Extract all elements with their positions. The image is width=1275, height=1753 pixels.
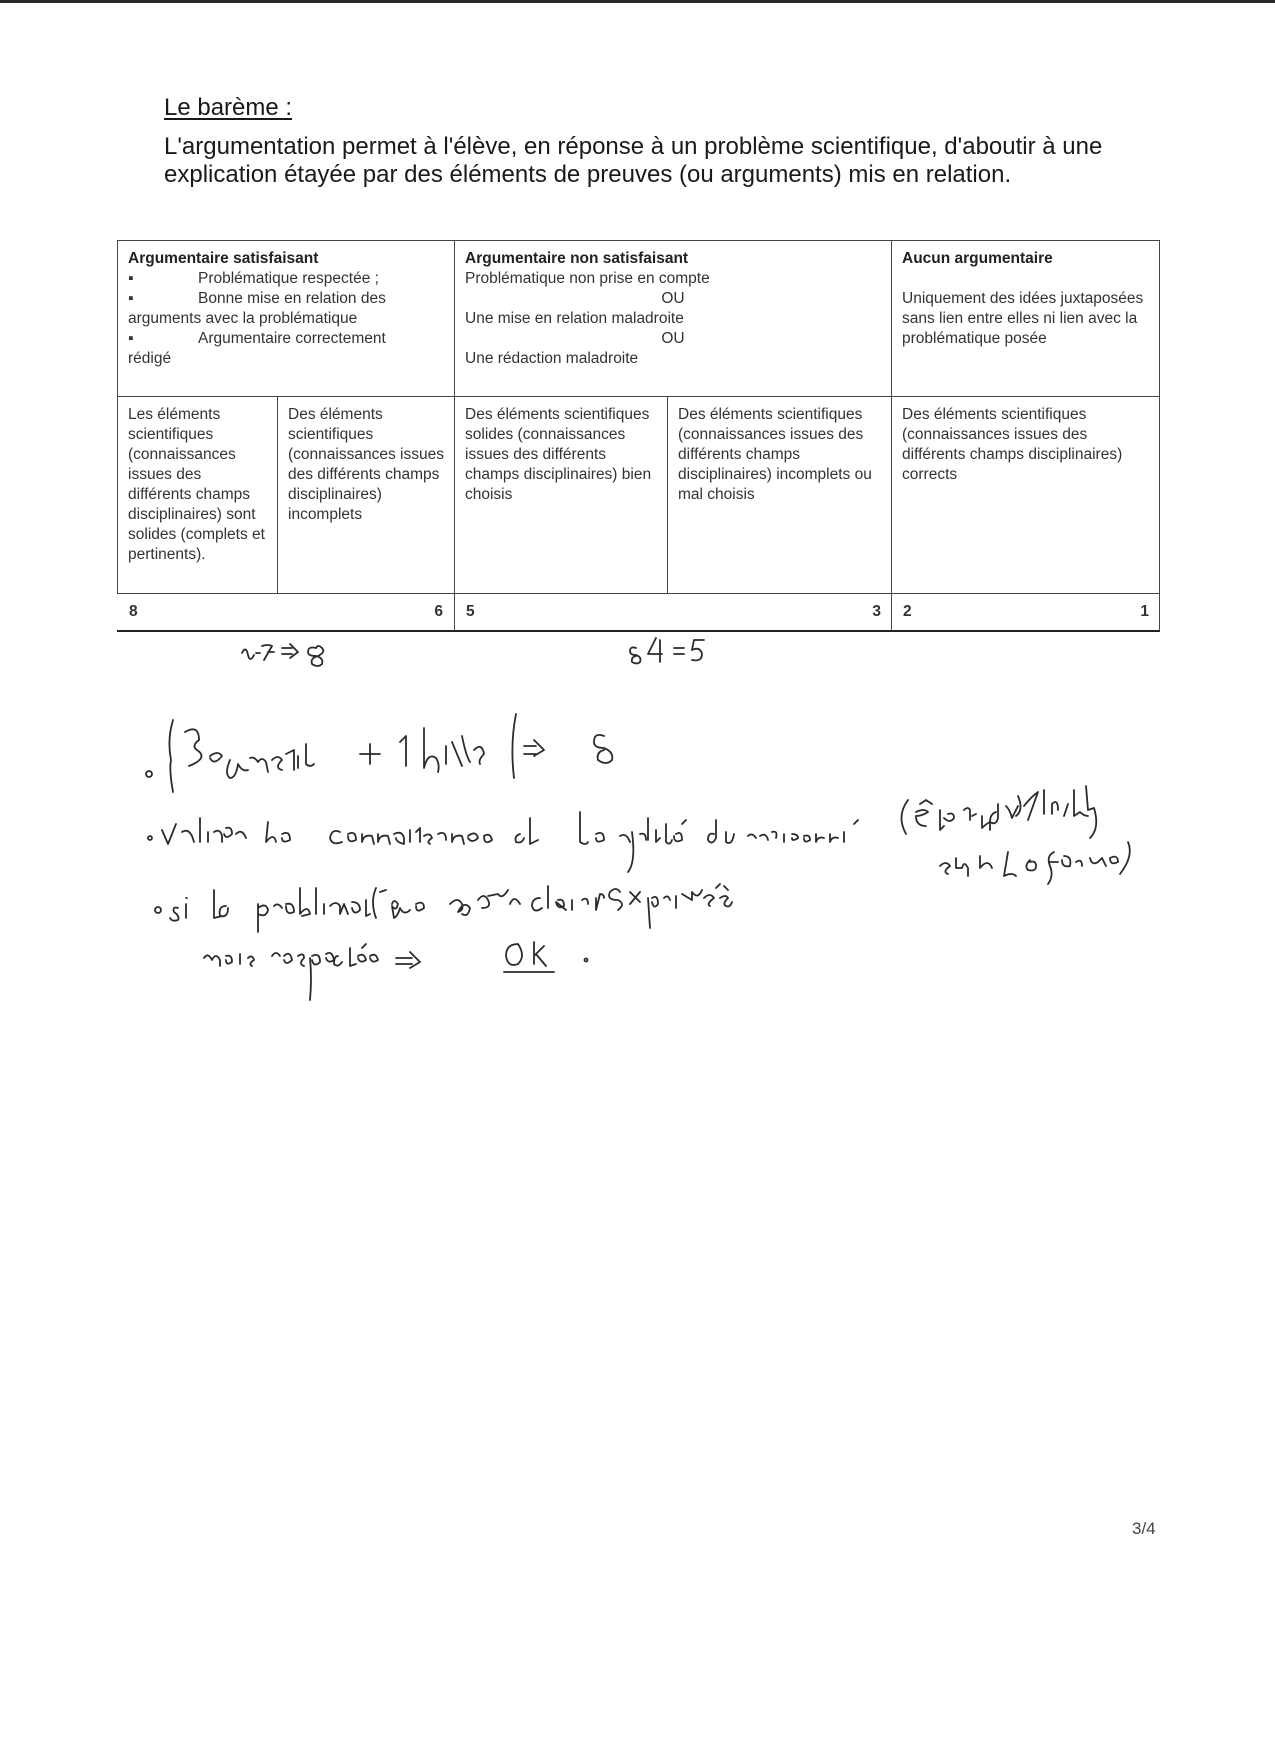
heading-satisfaisant: Argumentaire satisfaisant xyxy=(128,250,319,267)
sub-aucun-corrects: Des éléments scientifiques (connaissances issues des différents champs disciplinaires) corrects xyxy=(902,406,1123,483)
bullet-icon: ▪ xyxy=(128,330,134,347)
handwriting-line-4 xyxy=(204,942,588,1000)
score-5: 5 xyxy=(466,603,475,620)
score-6: 6 xyxy=(434,603,443,620)
page-number: 3/4 xyxy=(1132,1519,1156,1538)
criterion-1: ▪ Problématique respectée ; xyxy=(128,270,379,287)
aucun-desc: Uniquement des idées juxtaposées sans lien entre elles ni lien avec la problématique posée xyxy=(902,290,1144,347)
sub-non-satisfaisant-incomplets: Des éléments scientifiques (connaissances issues des différents champs disciplinaires) incomplets ou mal choisis xyxy=(678,406,872,503)
handwriting-line-3 xyxy=(155,884,732,932)
criterion-2-cont: arguments avec la problématique xyxy=(128,310,358,327)
criterion-3: ▪ Argumentaire correctement xyxy=(128,330,386,347)
sub-satisfaisant-incomplets: Des éléments scientifiques (connaissances issues des différents champs disciplinaires) incomplets xyxy=(288,406,444,523)
score-8: 8 xyxy=(129,603,138,620)
intro-paragraph: L'argumentation permet à l'élève, en réponse à un problème scientifique, d'aboutir à une explication étayée par des éléments de preuves (ou arguments) mis en relation. xyxy=(164,133,1103,188)
score-2: 2 xyxy=(903,603,912,620)
criterion-3-cont: rédigé xyxy=(128,350,172,367)
handwriting-note-2 xyxy=(630,638,704,664)
handwriting-line-2 xyxy=(148,786,1130,884)
heading-non-satisfaisant: Argumentaire non satisfaisant xyxy=(465,250,689,267)
heading-aucun: Aucun argumentaire xyxy=(902,250,1053,267)
handwriting-box-note xyxy=(146,714,612,792)
ns-ou-1: OU xyxy=(661,290,685,307)
sub-satisfaisant-solides: Les éléments scientifiques (connaissances issues des différents champs disciplinaires) sont solides (complets et pertinents). xyxy=(128,406,265,563)
criterion-2: ▪ Bonne mise en relation des xyxy=(128,290,386,307)
ns-ou-2: OU xyxy=(661,330,685,347)
score-1: 1 xyxy=(1140,603,1149,620)
bullet-icon: ▪ xyxy=(128,270,134,287)
sub-non-satisfaisant-solides: Des éléments scientifiques solides (connaissances issues des différents champs disciplinaires) bien choisis xyxy=(465,406,652,503)
handwriting-note-1 xyxy=(242,644,323,666)
ns-line-3: Une rédaction maladroite xyxy=(465,350,639,367)
ns-line-1: Problématique non prise en compte xyxy=(465,270,710,287)
bullet-icon: ▪ xyxy=(128,290,134,307)
page-title: Le barème : xyxy=(164,94,293,121)
score-3: 3 xyxy=(872,603,881,620)
ns-line-2: Une mise en relation maladroite xyxy=(465,310,684,327)
